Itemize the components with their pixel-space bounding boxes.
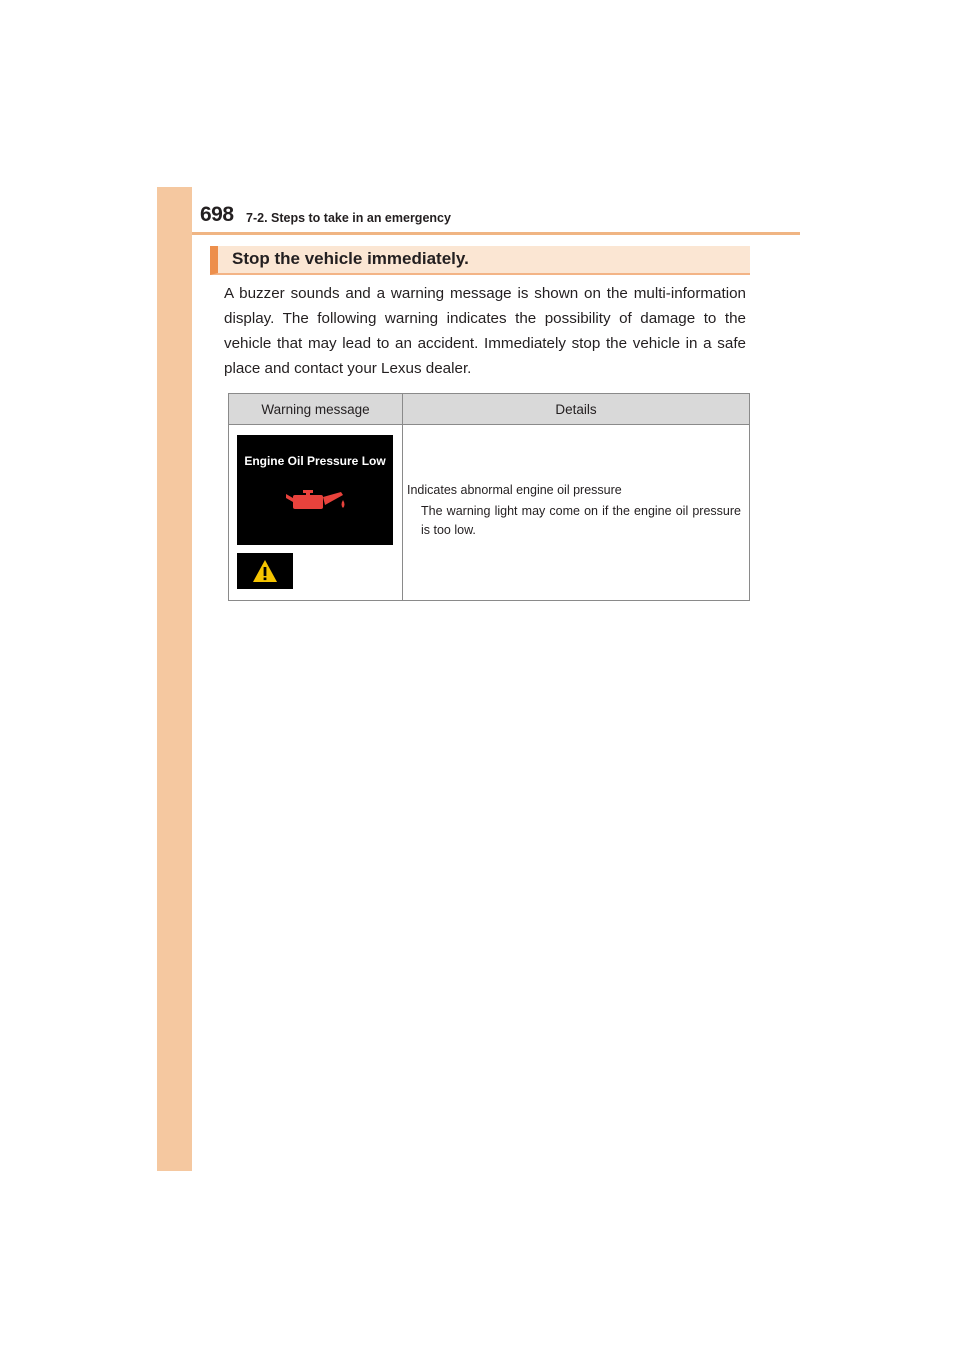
multi-information-display: [237, 435, 393, 545]
header-details: Details: [403, 394, 750, 425]
warning-light-box: [237, 553, 293, 589]
table-row: [229, 425, 750, 601]
section-title-bar: [210, 246, 750, 275]
warning-triangle-icon: [252, 558, 278, 584]
section-path: 7-2. Steps to take in an emergency: [246, 211, 451, 225]
display-message: Engine Oil Pressure Low: [244, 454, 386, 468]
warning-message-cell: [229, 425, 403, 601]
section-title: Stop the vehicle immediately.: [232, 249, 469, 268]
warning-table: [228, 393, 750, 601]
oil-can-icon: [285, 485, 349, 515]
page-number: 698: [200, 203, 234, 226]
details-sub: The warning light may come on if the engine oil pressure is too low.: [421, 504, 741, 537]
table-header-row: [229, 394, 750, 425]
side-band: [157, 187, 192, 1171]
details-cell: [403, 425, 750, 601]
intro-paragraph: A buzzer sounds and a warning message is shown on the multi-information display. The following warning indicates the possibility of damage to the vehicle that may lead to an accident. Immediately stop the vehicle in a safe place and contact your Lexus dealer.: [224, 285, 746, 377]
header-warning-message: Warning message: [229, 394, 403, 425]
details-main: Indicates abnormal engine oil pressure: [407, 483, 622, 497]
header-rule: [192, 232, 800, 235]
